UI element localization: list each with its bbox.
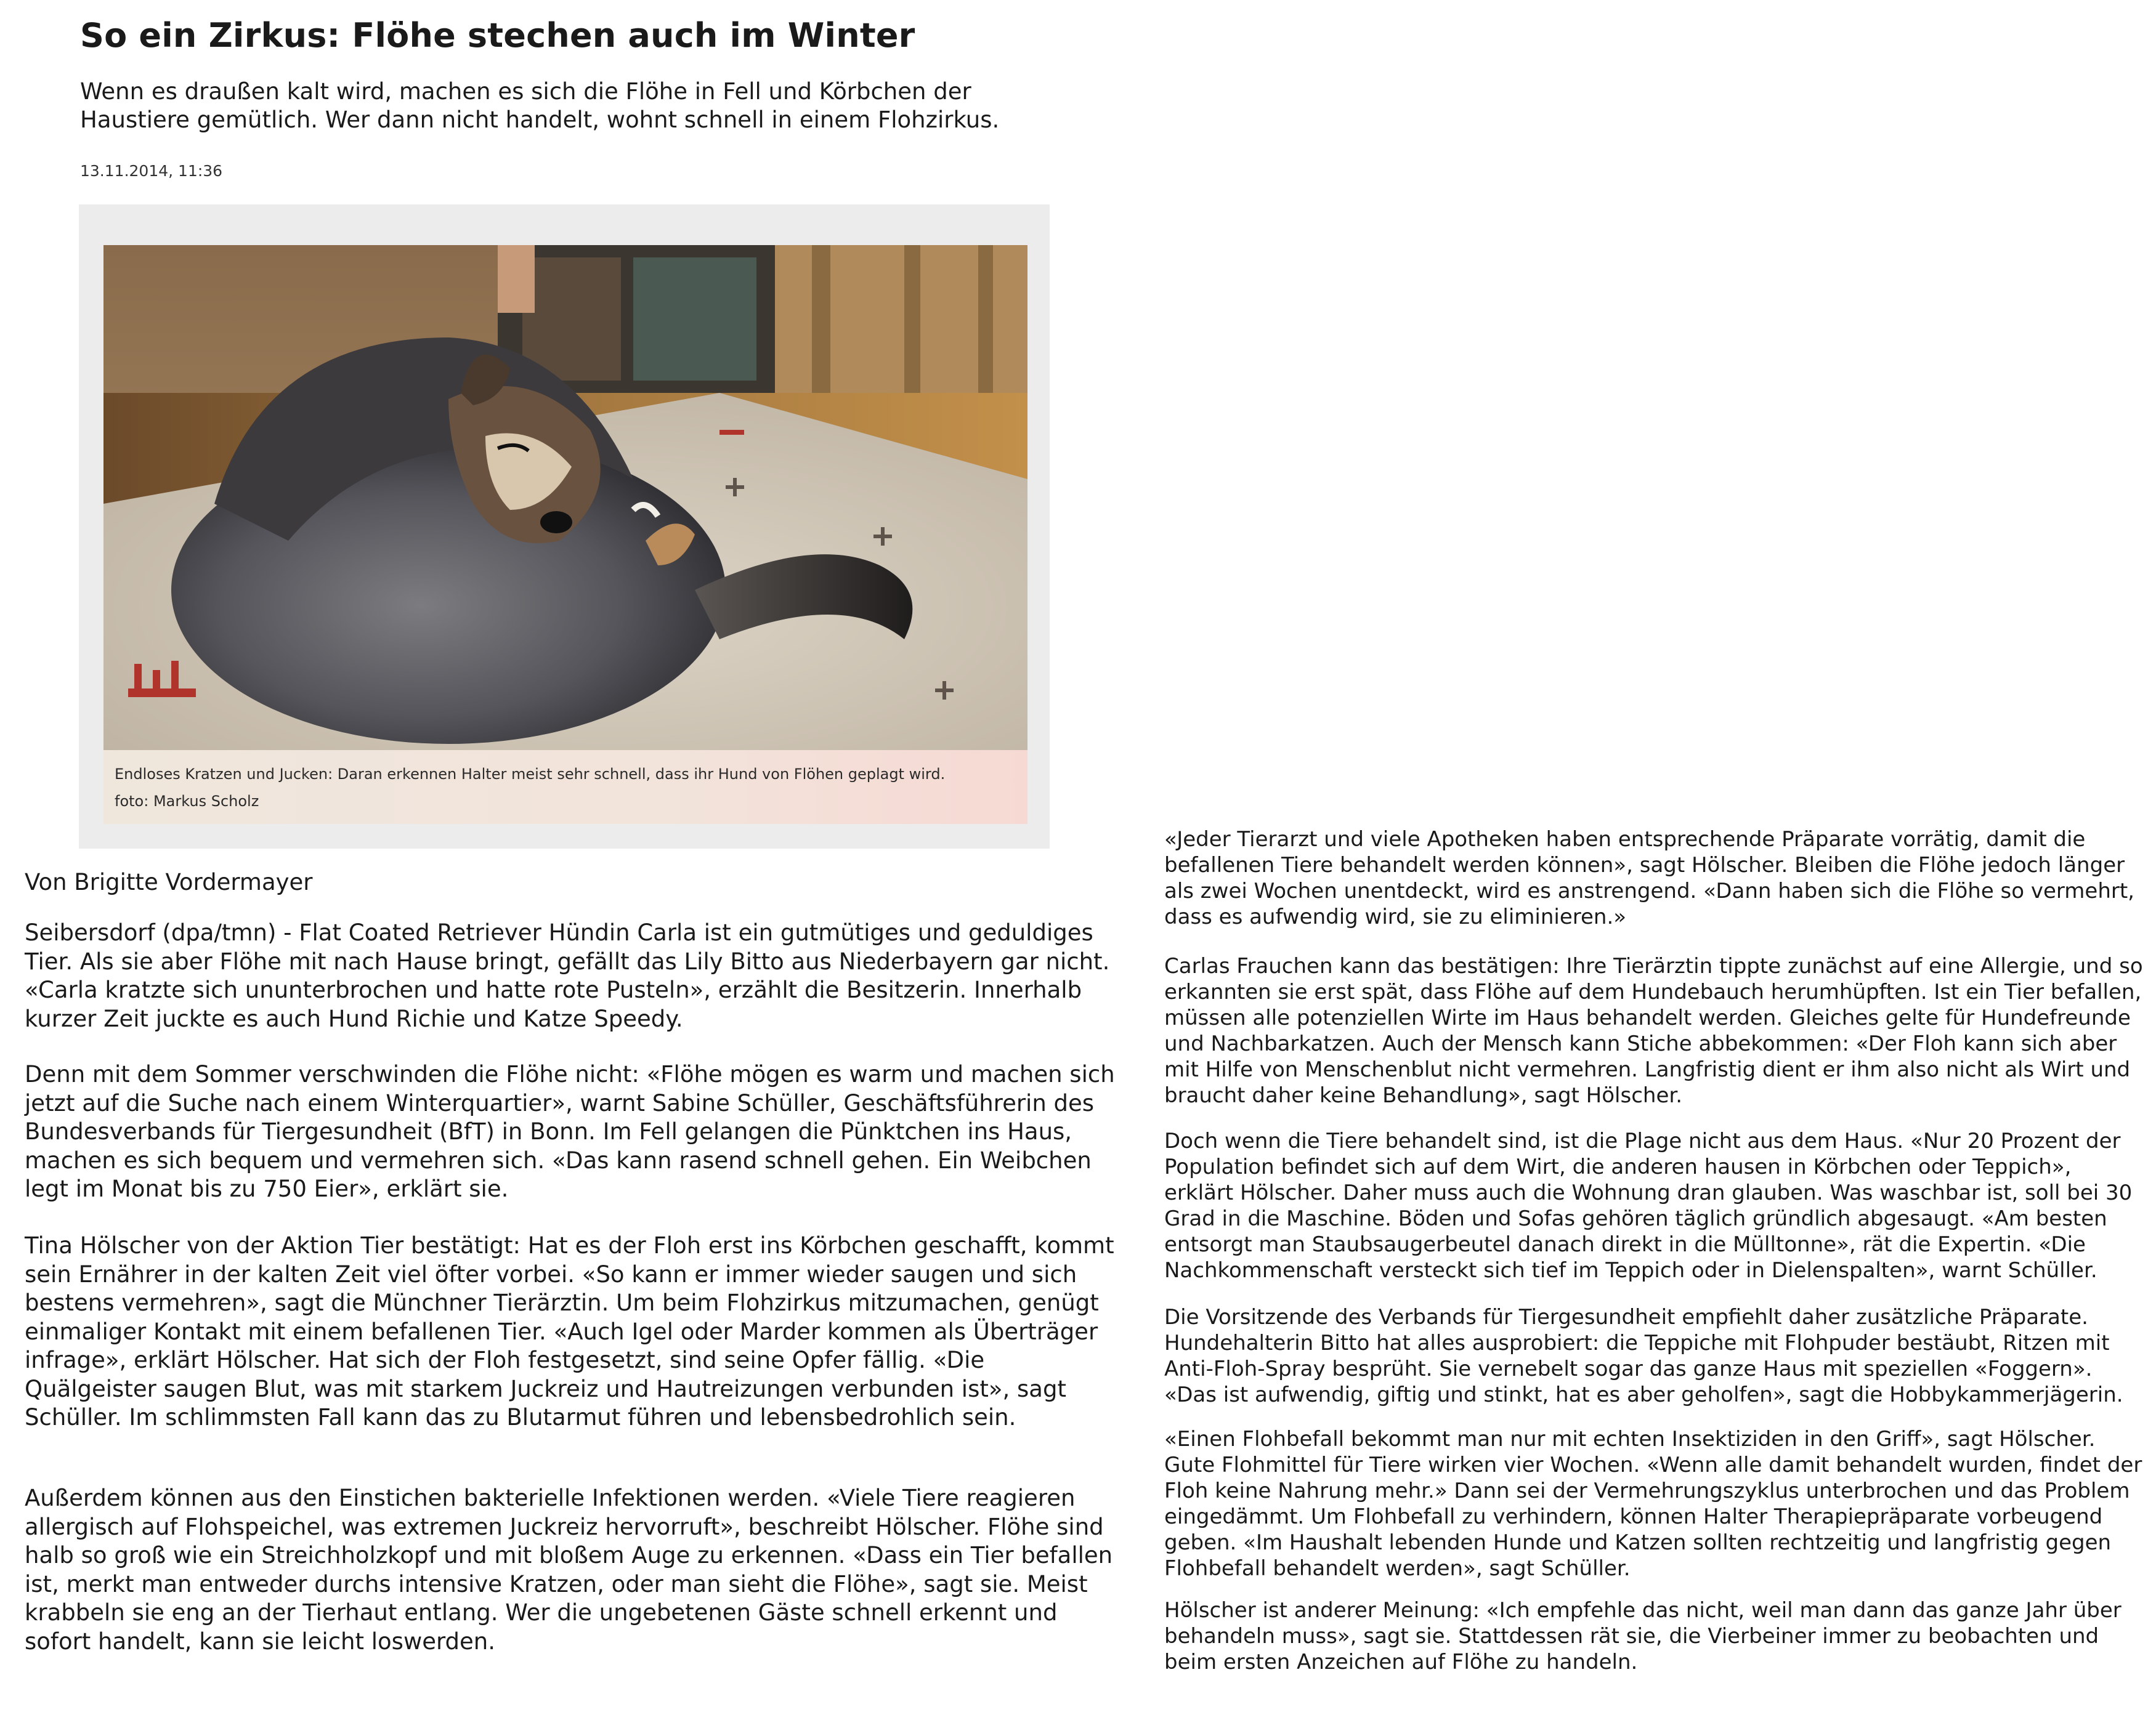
left-paragraph-3: Tina Hölscher von der Aktion Tier bestätigt: Hat es der Floh erst ins Körbchen geschafft, kommt sein Ernährer in der kalten Zeit viel öfter vorbei. «So kann er immer wieder saugen und sich bestens vermehren», sagt die Münchner Tierärztin. Um beim Flohzirkus mitzumachen, genügt einmaliger Kontakt mit einem befallenen Tier. «Auch Igel oder Marder kommen als Überträger infrage», erklärt Hölscher. Hat sich der Floh festgesetzt, sind seine Opfer fällig. «Die Quälgeister saugen Blut, was mit starkem Juckreiz und Hautreizungen verbunden ist», sagt Schüller. Im schlimmsten Fall kann das zu Blutarmut führen und lebensbedrohlich sein. — [25, 1232, 1114, 1431]
article-date: 13.11.2014, 11:36 — [80, 162, 223, 180]
right-paragraph-4: Die Vorsitzende des Verbands für Tiergesundheit empfiehlt daher zusätzliche Präparate. Hundehalterin Bitto hat alles ausprobiert: die Teppiche mit Flohpuder bestäubt, Ritzen mit Anti-Floh-Spray besprüht. Sie vernebelt sogar das ganze Haus mit speziellen «Foggern». «Das ist aufwendig, giftig und stinkt, hat es aber geholfen», sagt die Hobbykammerjägerin. — [1164, 1305, 2123, 1407]
article-headline: So ein Zirkus: Flöhe stechen auch im Winter — [80, 16, 915, 55]
photo-caption-area — [103, 750, 1027, 824]
left-paragraph-4: Außerdem können aus den Einstichen bakterielle Infektionen werden. «Viele Tiere reagieren allergisch auf Flohspeichel, was extremen Juckreiz hervorruft», beschreibt Hölscher. Flöhe sind halb so groß wie ein Streichholzkopf und mit bloßem Auge zu erkennen. «Dass ein Tier befallen ist, merkt man entweder durchs intensive Kratzen, oder man sieht die Flöhe», sagt sie. Meist krabbeln sie eng an der Tierhaut entlang. Wer die ungebetenen Gäste schnell erkennt und sofort handelt, kann sie leicht loswerden. — [25, 1485, 1113, 1655]
photo-caption: Endloses Kratzen und Jucken: Daran erkennen Halter meist sehr schnell, dass ihr Hund von Flöhen geplagt wird. — [115, 765, 946, 783]
right-paragraph-1: «Jeder Tierarzt und viele Apotheken haben entsprechende Präparate vorrätig, damit die befallenen Tiere behandelt werden können», sagt Hölscher. Bleiben die Flöhe jedoch länger als zwei Wochen unentdeckt, wird es anstrengend. «Dann haben sich die Flöhe so vermehrt, dass es aufwendig wird, sie zu eliminieren.» — [1164, 827, 2134, 929]
right-paragraph-2: Carlas Frauchen kann das bestätigen: Ihre Tierärztin tippte zunächst auf eine Allergie, und so erkannten sie erst spät, dass Flöhe auf dem Hundebauch herumhüpften. Ist ein Tier befallen, müssen alle potenziellen Wirte im Haus behandelt werden. Gleiches gelte für Hundefreunde und Nachbarkatzen. Auch der Mensch kann Stiche abbekommen: «Der Floh kann sich aber mit Hilfe von Menschenblut nicht vermehren. Langfristig dient er ihm also nicht als Wirt und braucht daher keine Behandlung», sagt Hölscher. — [1164, 954, 2143, 1108]
left-paragraph-1: Seibersdorf (dpa/tmn) - Flat Coated Retriever Hündin Carla ist ein gutmütiges und geduldiges Tier. Als sie aber Flöhe mit nach Hause bringt, gefällt das Lily Bitto aus Niederbayern gar nicht. «Carla kratzte sich ununterbrochen und hatte rote Pusteln», erzählt die Besitzerin. Innerhalb kurzer Zeit juckte es auch Hund Richie und Katze Speedy. — [25, 919, 1110, 1032]
photo-credit: foto: Markus Scholz — [115, 793, 259, 810]
right-paragraph-3: Doch wenn die Tiere behandelt sind, ist die Plage nicht aus dem Haus. «Nur 20 Prozent der Population befindet sich auf dem Wirt, die anderen hausen in Körbchen oder Teppich», erklärt Hölscher. Daher muss auch die Wohnung dran glauben. Was waschbar ist, soll bei 30 Grad in die Maschine. Böden und Sofas gehören täglich gründlich abgesaugt. «Am besten entsorgt man Staubsaugerbeutel danach direkt in die Mülltonne», rät die Expertin. «Die Nachkommenschaft versteckt sich tief im Teppich oder in Dielenspalten», warnt Schüller. — [1164, 1129, 2133, 1283]
dog-photo — [103, 245, 1027, 750]
article-lead: Wenn es draußen kalt wird, machen es sich die Flöhe in Fell und Körbchen der Haustiere gemütlich. Wer dann nicht handelt, wohnt schnell in einem Flohzirkus. — [80, 78, 1000, 133]
right-paragraph-5: «Einen Flohbefall bekommt man nur mit echten Insektiziden in den Griff», sagt Hölscher. Gute Flohmittel für Tiere wirken vier Wochen. «Wenn alle damit behandelt wurden, findet der Floh keine Nahrung mehr.» Dann sei der Vermehrungszyklus unterbrochen und das Problem eingedämmt. Um Flohbefall zu verhindern, können Halter Therapiepräparate vorbeugend geben. «Im Haushalt lebenden Hunde und Katzen sollten rechtzeitig und langfristig gegen Flohbefall behandelt werden», sagt Schüller. — [1164, 1427, 2142, 1581]
left-paragraph-2: Denn mit dem Sommer verschwinden die Flöhe nicht: «Flöhe mögen es warm und machen sich jetzt auf die Suche nach einem Winterquartier», warnt Sabine Schüller, Geschäftsführerin des Bundesverbands für Tiergesundheit (BfT) in Bonn. Im Fell gelangen die Pünktchen ins Haus, machen es sich bequem und vermehren sich. «Das kann rasend schnell gehen. Ein Weibchen legt im Monat bis zu 750 Eier», erklärt sie. — [25, 1061, 1115, 1202]
article-author: Von Brigitte Vordermayer — [25, 869, 313, 895]
right-paragraph-6: Hölscher ist anderer Meinung: «Ich empfehle das nicht, weil man dann das ganze Jahr über behandeln muss», sagt sie. Stattdessen rät sie, die Vierbeiner immer zu beobachten und beim ersten Anzeichen auf Flöhe zu handeln. — [1164, 1598, 2122, 1674]
article-figure — [79, 204, 1050, 849]
